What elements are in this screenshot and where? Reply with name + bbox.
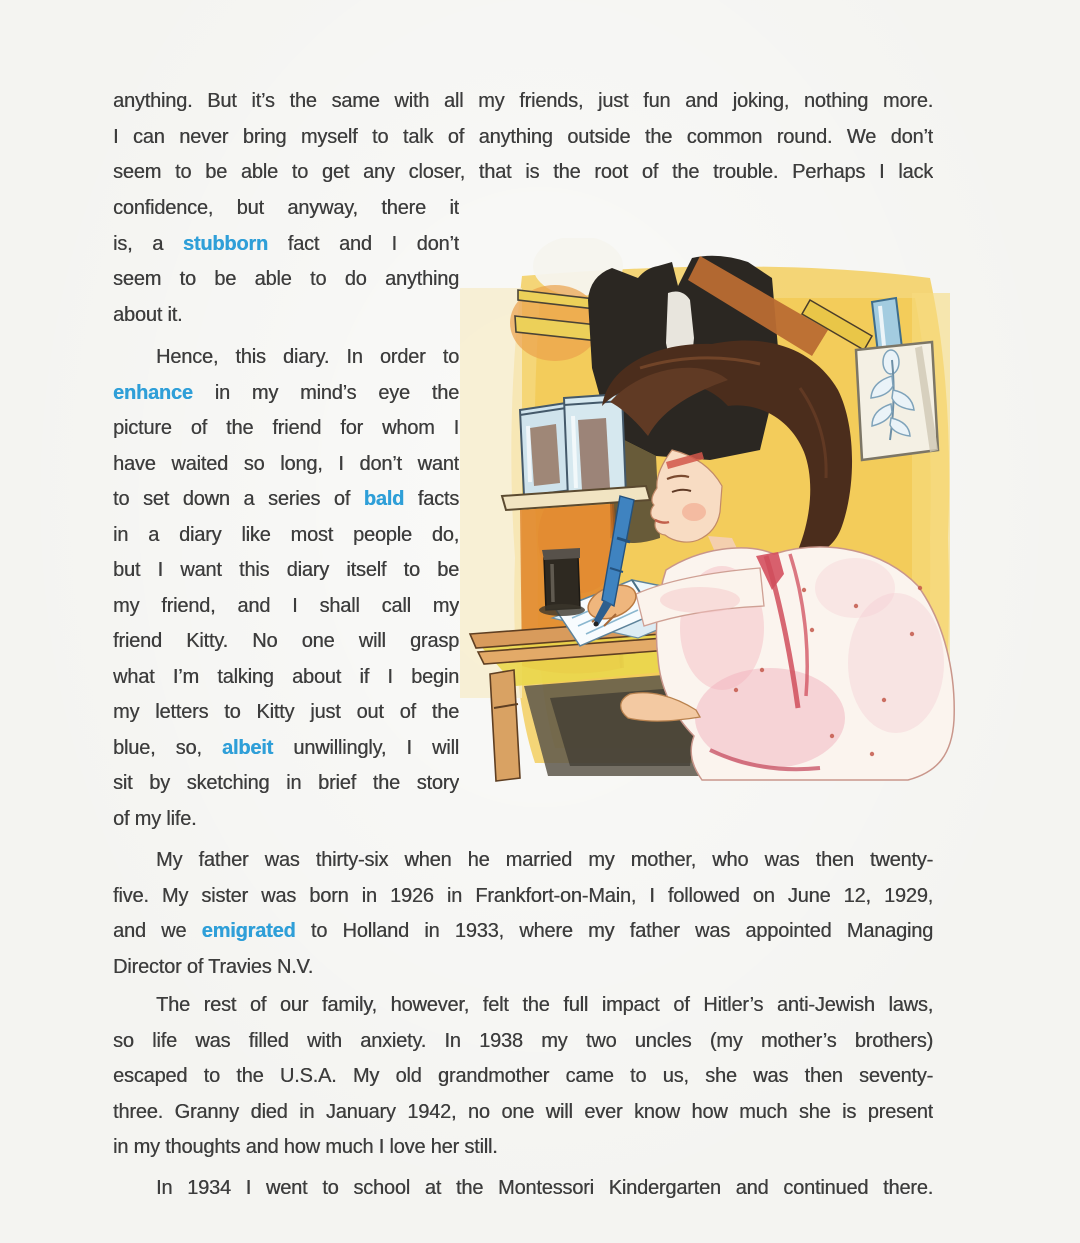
- text-line: sit by sketching in brief the story: [113, 772, 459, 794]
- text-line: is, a stubborn fact and I don’t: [113, 232, 459, 255]
- text-line: and we emigrated to Holland in 1933, where my father was appointed Managing: [113, 920, 933, 942]
- text-line: Hence, this diary. In order to: [156, 346, 459, 368]
- cheek-blush: [682, 503, 706, 521]
- text-line: In 1934 I went to school at the Montessori Kindergarten and continued there.: [156, 1177, 933, 1199]
- text-line: anything. But it’s the same with all my friends, just fun and joking, nothing more.: [113, 90, 933, 112]
- text-line: about it.: [113, 303, 183, 326]
- paragraph-friends-wrapped: [113, 191, 459, 333]
- text-line: so life was filled with anxiety. In 1938 my two uncles (my mother’s brothers): [113, 1029, 933, 1052]
- text-line: picture of the friend for whom I: [113, 417, 459, 439]
- paragraph-my-father: [113, 843, 933, 985]
- text-line: my friend, and I shall call my: [113, 594, 459, 617]
- text-line: confidence, but anyway, there it: [113, 197, 459, 219]
- text-line: My father was thirty-six when he married my mother, who was then twenty-: [156, 849, 933, 871]
- text-line: I can never bring myself to talk of anything outside the common round. We don’t: [113, 125, 933, 148]
- text-line: friend Kitty. No one will grasp: [113, 630, 459, 652]
- vocabulary-word-highlight: albeit: [221, 736, 274, 759]
- text-line: in my thoughts and how much I love her still.: [113, 1136, 498, 1158]
- text-line: but I want this diary itself to be: [113, 559, 459, 581]
- vocabulary-word-highlight: stubborn: [182, 232, 268, 255]
- vocabulary-word-highlight: bald: [363, 488, 405, 510]
- illustration-girl-writing-diary: [460, 238, 990, 783]
- paragraph-friends: [113, 84, 933, 191]
- glass-jars: [520, 394, 626, 498]
- text-line: three. Granny died in January 1942, no one will ever know how much she is present: [113, 1100, 933, 1123]
- text-line: to set down a series of bald facts: [113, 488, 459, 510]
- text-line: escaped to the U.S.A. My old grandmother came to us, she was then seventy-: [113, 1065, 933, 1087]
- text-line: The rest of our family, however, felt the full impact of Hitler’s anti-Jewish laws,: [156, 994, 933, 1016]
- paragraph-hence-this-diary: [113, 340, 459, 837]
- text-line: five. My sister was born in 1926 in Frankfort-on-Main, I followed on June 12, 1929,: [113, 884, 933, 907]
- text-line: in a diary like most people do,: [113, 523, 459, 546]
- watercolor-illustration: [460, 238, 990, 783]
- text-line: enhance in my mind’s eye the: [113, 381, 459, 404]
- sleeve-shading: [660, 587, 740, 613]
- text-line: blue, so, albeit unwillingly, I will: [113, 736, 459, 759]
- ink-pot: [539, 548, 585, 616]
- text-line: have waited so long, I don’t want: [113, 452, 459, 475]
- text-line: seem to be able to get any closer, that is the root of the trouble. Perhaps I lack: [113, 161, 933, 183]
- vocabulary-word-highlight: emigrated: [201, 920, 296, 942]
- paragraph-rest-of-family: [113, 988, 933, 1166]
- text-line: my letters to Kitty just out of the: [113, 701, 459, 723]
- text-line: of my life.: [113, 807, 197, 830]
- text-line: what I’m talking about if I begin: [113, 665, 459, 688]
- vocabulary-word-highlight: enhance: [113, 381, 193, 404]
- text-line: Director of Travies N.V.: [113, 955, 314, 978]
- shoulder-shading: [815, 558, 895, 618]
- text-line: seem to be able to do anything: [113, 268, 459, 290]
- paragraph-montessori: [113, 1171, 933, 1207]
